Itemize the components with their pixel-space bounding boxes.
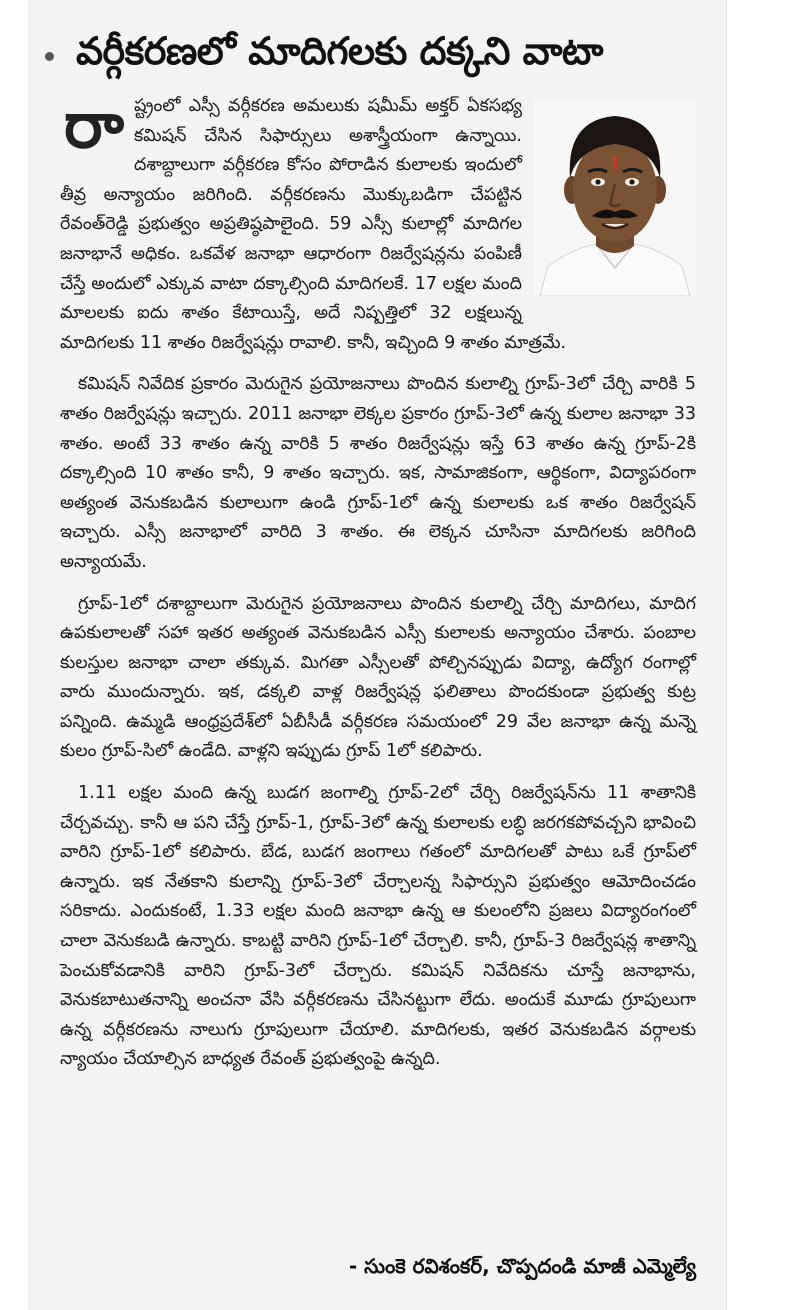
paragraph-1-text: ష్ట్రంలో ఎస్సీ వర్గీకరణ అమలుకు షమీమ్ అక్తర్ ఏకసభ్య కమిషన్ చేసిన సిఫార్సులు అశాస్త్రీయంగా ఉన్నాయి. దశాబ్దాలుగా వర్గీకరణ కోసం పోరాడిన కులాలకు ఇందులో తీవ్ర అన్యాయం జరిగింది. వర్గీకరణను మొక్కుబడిగా చేపట్టిన రేవంత్‌రెడ్డి ప్రభుత్వం అప్రతిష్ఠపాలైంది. 59 ఎస్సీ కులాల్లో మాదిగల జనాభానే అధికం. ఒకవేళ జనాభా ఆధారంగా రిజర్వేషన్లను పంపిణీ చేస్తే అందులో ఎక్కువ వాటా దక్కాల్సింది మాదిగలకే. 17 లక్షల మంది మాలలకు ఐదు శాతం కేటాయిస్తే, అదే నిష్పత్తిలో 32 లక్షలున్న మాదిగలకు 11 శాతం రిజర్వేషన్లు రావాలి. కానీ, ఇచ్చింది 9 శాతం మాత్రమే. — [60, 96, 567, 353]
portrait-icon — [534, 98, 696, 296]
byline: - సుంకె రవిశంకర్, చొప్పదండి మాజీ ఎమ్మెల్యే — [348, 1254, 696, 1278]
headline: వర్గీకరణలో మాదిగలకు దక్కని వాటా — [76, 29, 603, 73]
paragraph-2: కమిషన్ నివేదిక ప్రకారం మెరుగైన ప్రయోజనాలు పొందిన కులాల్ని గ్రూప్‌-3లో చేర్చి వారికి 5 శాతం రిజర్వేషన్లు ఇచ్చారు. 2011 జనాభా లెక్కల ప్రకారం గ్రూప్‌-3లో ఉన్న కులాల జనాభా 33 శాతం. అంటే 33 శాతం ఉన్న వారికి 5 శాతం రిజర్వేషన్లు ఇస్తే 63 శాతం ఉన్న గ్రూప్‌-2కి దక్కాల్సింది 10 శాతం కానీ, 9 శాతం ఇచ్చారు. ఇక, సామాజికంగా, ఆర్థికంగా, విద్యాపరంగా అత్యంత వెనుకబడిన కులాలుగా ఉండి గ్రూప్‌-1లో ఉన్న కులాలకు ఒక శాతం రిజర్వేషన్ ఇచ్చారు. ఎస్సీ జనాభాలో వారిది 3 శాతం. ఈ లెక్కన చూసినా మాదిగలకు జరిగింది అన్యాయమే. — [60, 374, 696, 572]
headline-row — [45, 26, 725, 86]
paragraph-3: గ్రూప్‌-1లో దశాబ్దాలుగా మెరుగైన ప్రయోజనాలు పొందిన కులాల్ని చేర్చి మాదిగలు, మాదిగ ఉపకులాలతో సహా ఇతర అత్యంత వెనుకబడిన ఎస్సీ కులాలకు అన్యాయం చేశారు. పంబాల కులస్తుల జనాభా చాలా తక్కువ. మిగతా ఎస్సీలతో పోల్చినప్పుడు విద్యా, ఉద్యోగ రంగాల్లో వారు ముందున్నారు. ఇక, డక్కలి వాళ్ల రిజర్వేషన్ల ఫలితాలు పొందకుండా ప్రభుత్వ కుట్ర పన్నింది. ఉమ్మడి ఆంధ్రప్రదేశ్‌లో ఏబీసీడీ వర్గీకరణ సమయంలో 29 వేల జనాభా ఉన్న మన్నె కులం గ్రూప్‌-సిలో ఉండేది. వాళ్లని ఇప్పుడు గ్రూప్ 1లో కలిపారు. — [60, 593, 696, 762]
paragraph-4: 1.11 లక్షల మంది ఉన్న బుడగ జంగాల్ని గ్రూప్‌-2లో చేర్చి రిజర్వేషన్‌ను 11 శాతానికి చేర్చవచ్చు. కానీ ఆ పని చేస్తే గ్రూప్‌-1, గ్రూప్‌-3లో ఉన్న కులాలకు లబ్ధి జరగకపోవచ్చని భావించి వారిని గ్రూప్‌-1లో కలిపారు. బేడ, బుడగ జంగాలు గతంలో మాదిగలతో పాటు ఒకే గ్రూప్‌లో ఉన్నారు. ఇక నేతకాని కులాన్ని గ్రూప్‌-3లో చేర్చాలన్న సిఫార్సుని ప్రభుత్వం ఆమోదించడం సరికాదు. ఎందుకంటే, 1.33 లక్షల మంది జనాభా ఉన్న ఆ కులంలోని ప్రజలు విద్యారంగంలో చాలా వెనుకబడి ఉన్నారు. కాబట్టి వారిని గ్రూప్‌-1లో చేర్చాలి. కానీ, గ్రూప్‌-3 రిజర్వేషన్ల శాతాన్ని పెంచుకోవడానికి వారిని గ్రూప్‌-3లో చేర్చారు. కమిషన్ నివేదికను చూస్తే జనాభాను, వెనుకబాటుతనాన్ని అంచనా వేసి వర్గీకరణను చేసినట్టుగా లేదు. అందుకే మూడు గ్రూపులుగా ఉన్న వర్గీకరణను నాలుగు గ్రూపులుగా చేయాలి. మాదిగలకు, ఇతర వెనుకబడిన వర్గాలకు న్యాయం చేయాల్సిన బాధ్యత రేవంత్ ప్రభుత్వంపై ఉన్నది. — [60, 783, 696, 1070]
article-body — [60, 89, 696, 1087]
bullet-icon — [45, 52, 54, 61]
author-photo — [534, 98, 696, 296]
dropcap: రా — [64, 89, 124, 163]
